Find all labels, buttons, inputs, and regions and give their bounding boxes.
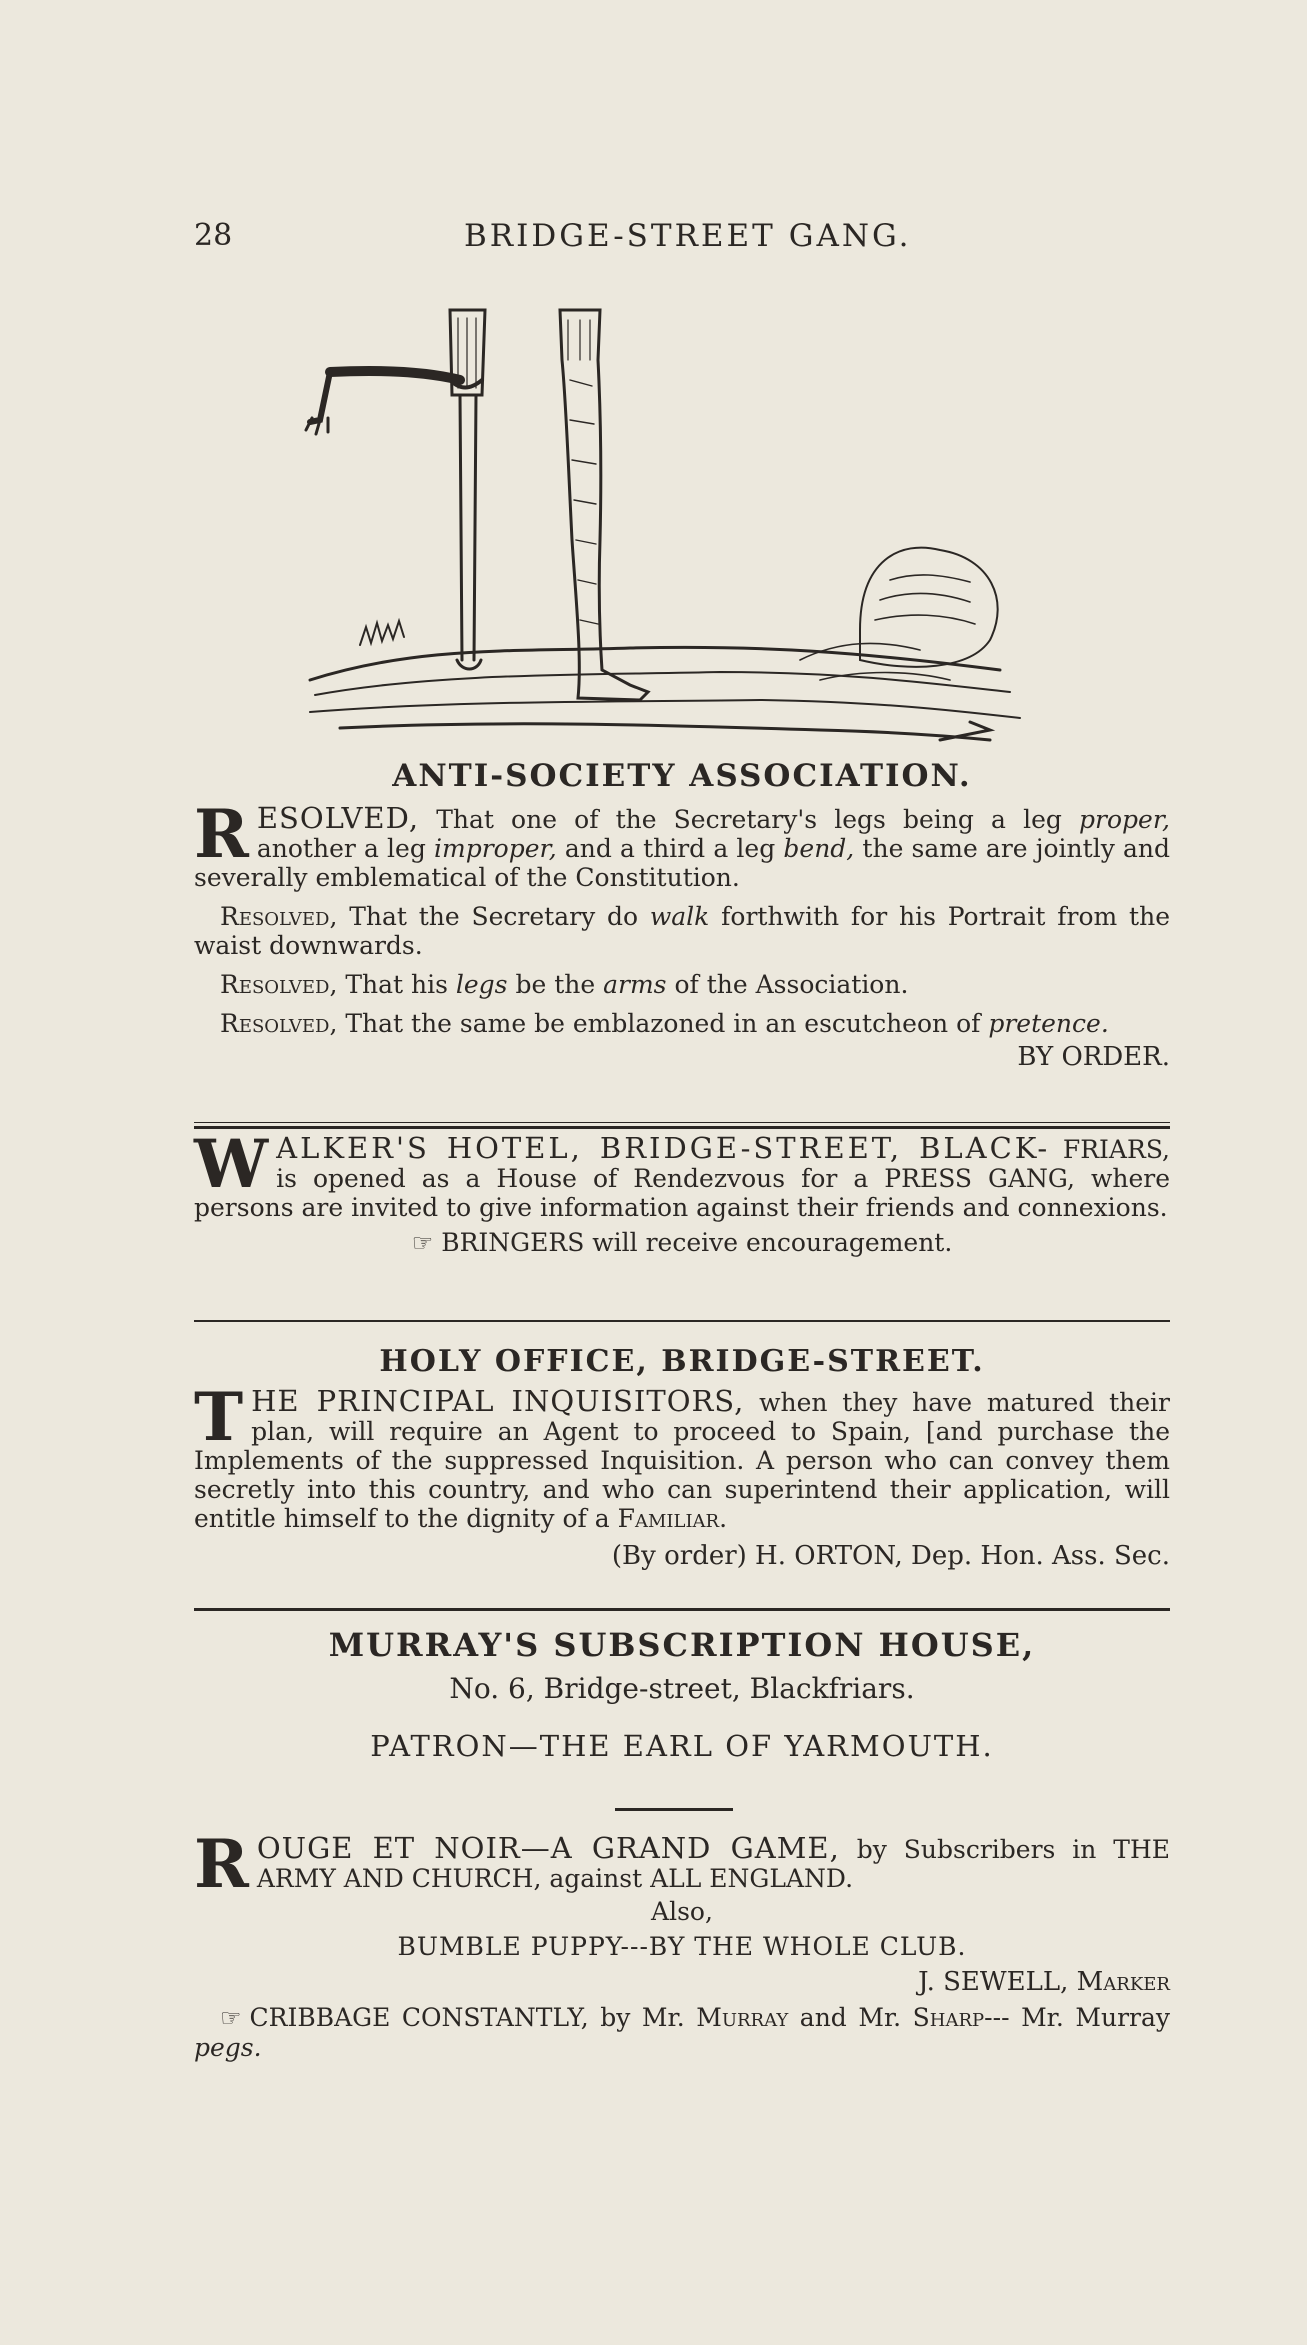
resolution-4: Resolved, That the same be emblazoned in an escutcheon of pretence. bbox=[220, 1009, 1109, 1038]
holy-office-notice: THE PRINCIPAL INQUISITORS, when they have matured their plan, will require an Agent to proceed to Spain, [and purchase the Implements of the suppressed Inquisition. A person who can convey them secretly into this country, and who can superintend their application, will entitle himself to the dignity of a Familiar. bbox=[194, 1378, 1170, 1533]
rouge-also: Also, bbox=[651, 1897, 713, 1926]
anti-society-section bbox=[194, 758, 1170, 1072]
page-number: 28 bbox=[194, 218, 233, 253]
anti-society-title: ANTI-SOCIETY ASSOCIATION. bbox=[392, 758, 972, 794]
rouge-section bbox=[194, 1825, 1170, 2062]
by-order: BY ORDER. bbox=[1017, 1042, 1170, 1072]
drop-cap: T bbox=[194, 1378, 244, 1456]
drop-cap: R bbox=[194, 795, 249, 873]
section-divider bbox=[194, 1320, 1170, 1322]
murray-address: No. 6, Bridge-street, Blackfriars. bbox=[449, 1672, 915, 1705]
legs-engraving-icon bbox=[300, 300, 1050, 750]
resolution-1: RESOLVED, That one of the Secretary's legs being a leg proper, another a leg improper, and a third a leg bend, the same are jointly and severally emblematical of the Constitution. bbox=[194, 795, 1170, 892]
pointing-hand-icon: ☞ bbox=[220, 2004, 242, 2032]
holy-office-section bbox=[194, 1344, 1170, 1571]
murray-title: MURRAY'S SUBSCRIPTION HOUSE, bbox=[328, 1626, 1036, 1664]
resolution-2: Resolved, That the Secretary do walk forthwith for his Portrait from the waist downwards. bbox=[194, 902, 1170, 960]
section-divider bbox=[194, 1122, 1170, 1129]
rouge-notice: ROUGE ET NOIR—A GRAND GAME, by Subscribers in THE ARMY AND CHURCH, against ALL ENGLAND. bbox=[194, 1825, 1170, 1903]
page-header bbox=[194, 218, 1170, 258]
short-rule bbox=[615, 1808, 733, 1811]
bumble-puppy: BUMBLE PUPPY---BY THE WHOLE CLUB. bbox=[397, 1932, 967, 1961]
murray-patron: PATRON—THE EARL OF YARMOUTH. bbox=[370, 1729, 994, 1763]
marker-signoff: J. SEWELL, Marker bbox=[918, 1967, 1170, 1997]
cribbage-note: ☞ CRIBBAGE CONSTANTLY, by Mr. Murray and Mr. Sharp--- Mr. Murray pegs. bbox=[194, 2003, 1170, 2062]
holy-office-signoff: (By order) H. ORTON, Dep. Hon. Ass. Sec. bbox=[611, 1541, 1170, 1571]
section-divider bbox=[194, 1608, 1170, 1611]
running-title: BRIDGE-STREET GANG. bbox=[464, 218, 912, 254]
holy-office-title: HOLY OFFICE, BRIDGE-STREET. bbox=[379, 1344, 985, 1379]
walkers-notice: WALKER'S HOTEL, BRIDGE-STREET, BLACK- FRIARS, is opened as a House of Rendezvous for a PRESS GANG, where persons are invited to give information against their friends and connexions. bbox=[194, 1125, 1170, 1222]
drop-cap: R bbox=[194, 1825, 249, 1903]
murray-section bbox=[194, 1626, 1170, 1763]
resolution-3: Resolved, That his legs be the arms of the Association. bbox=[220, 970, 909, 999]
drop-cap: W bbox=[194, 1125, 269, 1203]
pointing-hand-icon: ☞ bbox=[411, 1229, 434, 1257]
walkers-section bbox=[194, 1125, 1170, 1257]
bringers-note: ☞ BRINGERS will receive encouragement. bbox=[411, 1228, 953, 1257]
